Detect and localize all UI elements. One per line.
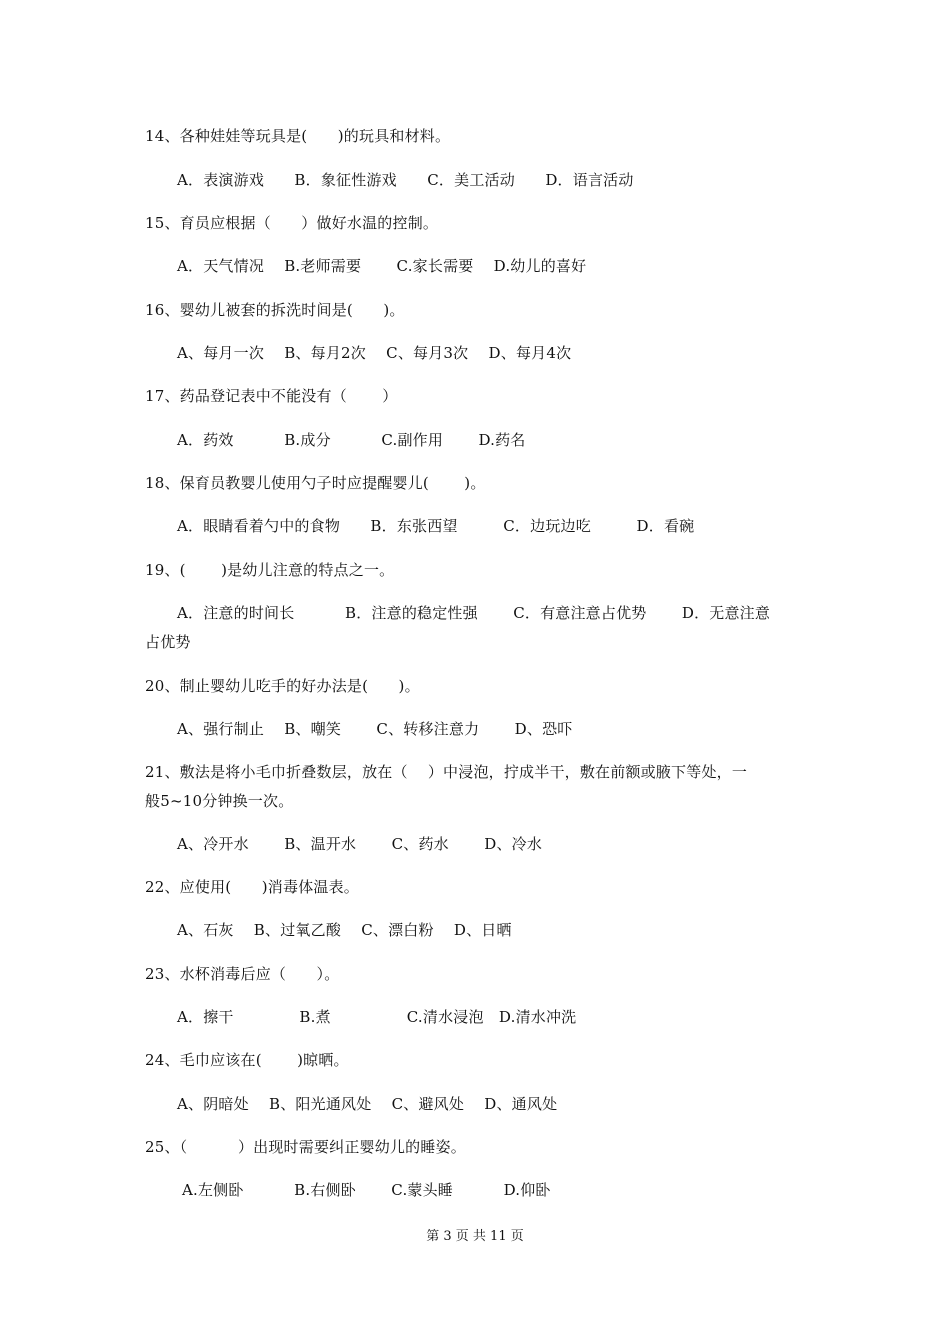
question-19-options: A．注意的时间长 B．注意的稳定性强 C．有意注意占优势 D．无意注意 <box>177 604 771 622</box>
question-25-options: A.左侧卧 B.右侧卧 C.蒙头睡 D.仰卧 <box>177 1181 551 1199</box>
question-16-options: A、每月一次 B、每月2次 C、每月3次 D、每月4次 <box>177 344 572 362</box>
question-16: 16、婴幼儿被套的拆洗时间是( )。 <box>145 301 405 319</box>
question-21-continued: 般5~10分钟换一次。 <box>145 792 294 810</box>
question-15: 15、育员应根据（ ）做好水温的控制。 <box>145 214 439 232</box>
question-21-options: A、冷开水 B、温开水 C、药水 D、冷水 <box>177 835 543 853</box>
question-17: 17、药品登记表中不能没有（ ） <box>145 387 398 405</box>
question-24-options: A、阴暗处 B、阳光通风处 C、避风处 D、通风处 <box>177 1095 558 1113</box>
question-24: 24、毛巾应该在( )晾晒。 <box>145 1051 349 1069</box>
question-19-options-continued: 占优势 <box>145 633 191 651</box>
question-23-options: A．擦干 B.煮 C.清水浸泡 D.清水冲洗 <box>177 1008 577 1026</box>
page-footer: 第 3 页 共 11 页 <box>426 1229 524 1244</box>
question-22: 22、应使用( )消毒体温表。 <box>145 878 359 896</box>
question-20: 20、制止婴幼儿吃手的好办法是( )。 <box>145 677 420 695</box>
question-19: 19、( )是幼儿注意的特点之一。 <box>145 561 395 579</box>
question-25: 25、（ ）出现时需要纠正婴幼儿的睡姿。 <box>145 1138 466 1156</box>
question-14: 14、各种娃娃等玩具是( )的玩具和材料。 <box>145 127 451 145</box>
question-21: 21、敷法是将小毛巾折叠数层，放在（ ）中浸泡，拧成半干，敷在前额或腋下等处，一 <box>145 763 748 781</box>
question-15-options: A．天气情况 B.老师需要 C.家长需要 D.幼儿的喜好 <box>177 257 587 275</box>
question-22-options: A、石灰 B、过氧乙酸 C、漂白粉 D、日晒 <box>177 921 512 939</box>
question-14-options: A．表演游戏 B．象征性游戏 C．美工活动 D．语言活动 <box>177 171 634 189</box>
question-23: 23、水杯消毒后应（ ）。 <box>145 965 340 983</box>
question-18-options: A．眼睛看着勺中的食物 B．东张西望 C．边玩边吃 D．看碗 <box>177 517 695 535</box>
question-20-options: A、强行制止 B、嘲笑 C、转移注意力 D、恐吓 <box>177 720 573 738</box>
question-18: 18、保育员教婴儿使用勺子时应提醒婴儿( )。 <box>145 474 486 492</box>
question-17-options: A．药效 B.成分 C.副作用 D.药名 <box>177 431 526 449</box>
